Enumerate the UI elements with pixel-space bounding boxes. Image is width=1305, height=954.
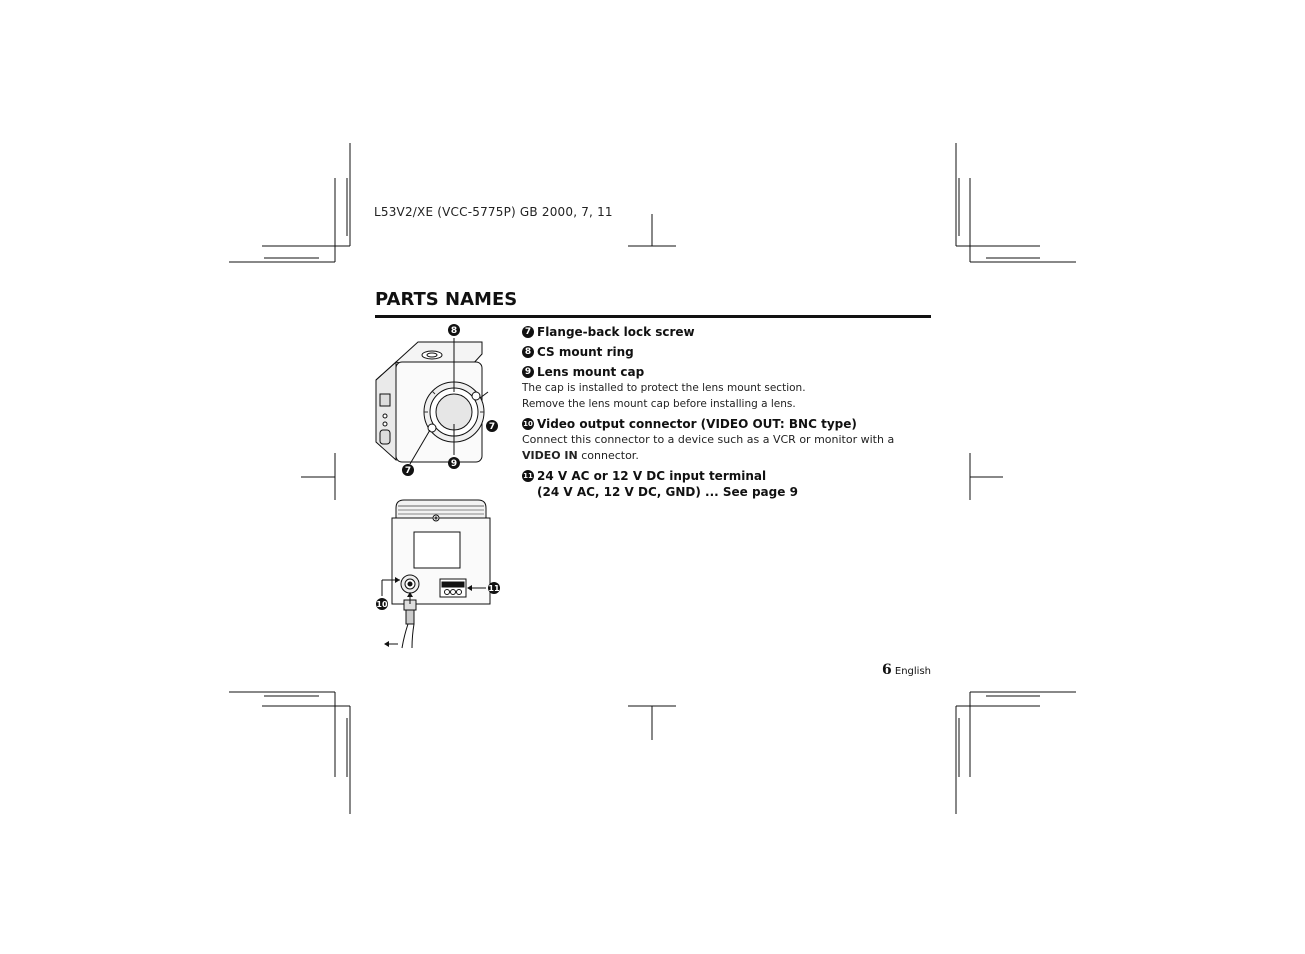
part-description: The cap is installed to protect the lens mount section. xyxy=(522,382,806,394)
parts-descriptions xyxy=(522,324,932,504)
part-item-7 xyxy=(522,324,932,340)
part-description: Connect this connector to a device such as a VCR or monitor with a xyxy=(522,433,895,446)
callout-7-left: 7 xyxy=(404,466,412,476)
part-title: Flange-back lock screw xyxy=(537,325,695,339)
callout-7-right: 7 xyxy=(488,422,496,432)
part-item-9 xyxy=(522,364,932,412)
part-title: CS mount ring xyxy=(537,345,634,359)
part-title: Lens mount cap xyxy=(537,365,645,379)
language-label: English xyxy=(894,666,931,677)
part-item-11 xyxy=(522,468,932,500)
part-item-10 xyxy=(522,416,932,464)
part-description: Remove the lens mount cap before installing a lens. xyxy=(522,398,796,410)
page-number: 6 xyxy=(881,662,892,678)
part-title: 24 V AC or 12 V DC input terminal xyxy=(537,469,767,483)
callout-8: 8 xyxy=(450,326,458,336)
callout-9: 9 xyxy=(450,459,458,469)
number-badge: 11 xyxy=(523,472,533,480)
description-rest: connector. xyxy=(577,449,639,462)
camera-rear-illustration xyxy=(370,496,510,656)
part-title: Video output connector (VIDEO OUT: BNC type) xyxy=(537,417,857,431)
title-rule xyxy=(375,315,931,318)
part-description xyxy=(522,448,932,464)
page-title: PARTS NAMES xyxy=(375,289,518,310)
number-badge: 7 xyxy=(522,326,534,338)
page-footer xyxy=(882,662,931,678)
callout-10: 10 xyxy=(376,600,388,609)
camera-front-illustration xyxy=(370,320,510,480)
part-item-8 xyxy=(522,344,932,360)
callout-11: 11 xyxy=(488,584,500,593)
number-badge: 9 xyxy=(522,366,534,378)
part-title-continued: (24 V AC, 12 V DC, GND) ... See page 9 xyxy=(537,485,798,499)
number-badge: 8 xyxy=(522,346,534,358)
document-header: L53V2/XE (VCC-5775P) GB 2000, 7, 11 xyxy=(374,205,613,219)
number-badge: 10 xyxy=(523,420,533,428)
emphasis: VIDEO IN xyxy=(522,449,578,462)
